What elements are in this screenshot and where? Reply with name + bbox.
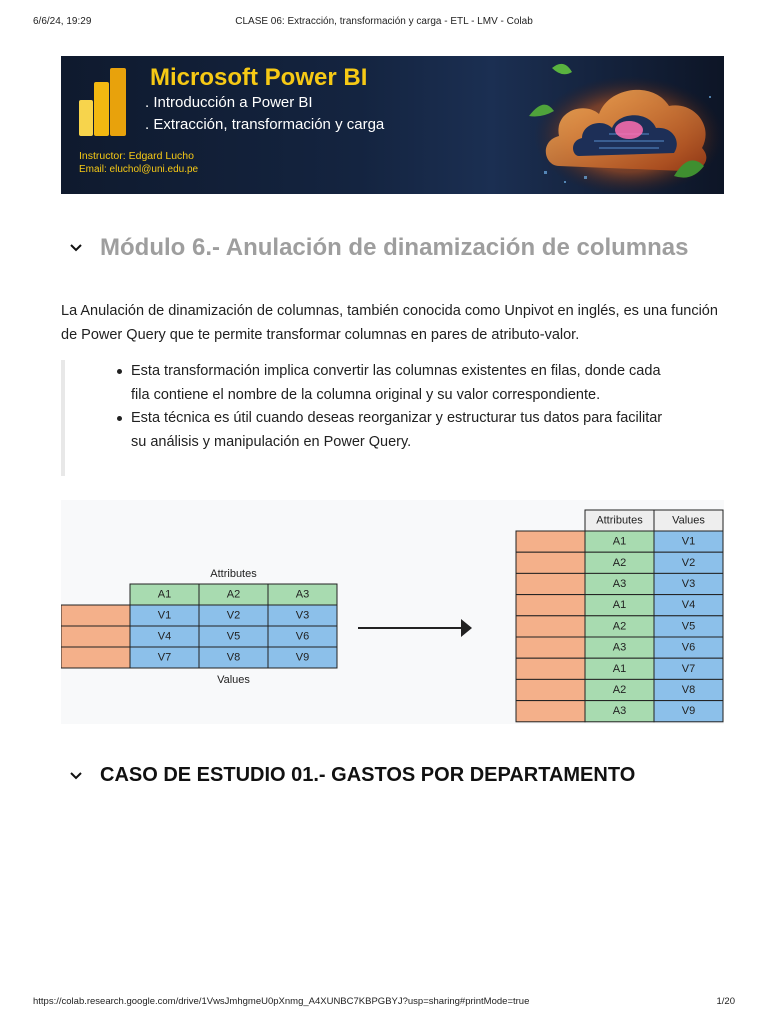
cloud-illustration-icon [524, 56, 724, 194]
value-cell-text: V1 [157, 609, 172, 622]
list-item: Esta técnica es útil cuando deseas reorganizar y estructurar tus datos para facilitar su análisis y manipulación en Power Query. [131, 407, 671, 454]
section-title: Módulo 6.- Anulación de dinamización de columnas [100, 234, 689, 261]
key-cell [61, 626, 130, 647]
result-key-cell [516, 531, 585, 552]
banner-line-2: . Extracción, transformación y carga [145, 116, 385, 133]
result-attribute-text: A3 [612, 705, 627, 718]
attribute-header-text: A2 [226, 588, 241, 601]
value-cell-text: V5 [226, 630, 241, 643]
result-value-text: V4 [681, 599, 696, 612]
result-key-cell [516, 552, 585, 573]
result-key-cell [516, 616, 585, 637]
print-title: CLASE 06: Extracción, transformación y carga - ETL - LMV - Colab [235, 16, 533, 27]
result-value-text: V8 [681, 684, 696, 696]
result-header-text: Attributes [596, 514, 643, 527]
value-cell-text: V4 [157, 630, 172, 643]
print-url: https://colab.research.google.com/drive/1VwsJmhgmeU0pXnmg_A4XUNBC7KBPGBYJ?usp=sharing#printMode=true [33, 996, 530, 1007]
bullet-list [131, 360, 671, 454]
result-attribute-text: A1 [612, 535, 627, 548]
result-value-text: V5 [681, 620, 696, 633]
result-key-cell [516, 637, 585, 658]
result-attribute-text: A2 [612, 620, 627, 633]
arrow-right-icon [461, 619, 472, 637]
attribute-header-text: A3 [295, 588, 310, 601]
result-key-cell [516, 679, 585, 700]
values-label: Values [217, 674, 250, 686]
result-key-cell [516, 658, 585, 679]
result-value-text: V9 [681, 705, 696, 718]
print-header [33, 16, 735, 30]
value-cell-text: V8 [226, 651, 241, 664]
value-cell-text: V3 [295, 609, 310, 622]
section-module-6[interactable] [66, 234, 689, 262]
print-page-number: 1/20 [716, 996, 735, 1007]
chevron-down-icon[interactable] [66, 238, 86, 258]
result-header-text: Values [672, 514, 705, 527]
result-key-cell [516, 573, 585, 594]
section-case-study-01[interactable] [66, 764, 635, 787]
result-attribute-text: A2 [612, 684, 627, 696]
result-value-text: V3 [681, 578, 696, 590]
attribute-header-text: A1 [157, 588, 172, 601]
key-cell [61, 647, 130, 668]
value-cell-text: V2 [226, 609, 241, 622]
unpivot-diagram-svg [61, 500, 724, 724]
result-attribute-text: A3 [612, 578, 627, 590]
result-key-cell [516, 701, 585, 722]
attributes-label: Attributes [210, 568, 257, 580]
result-value-text: V1 [681, 535, 696, 548]
banner-line-1: . Introducción a Power BI [145, 94, 313, 111]
list-item: Esta transformación implica convertir las columnas existentes en filas, donde cada fila contiene el nombre de la columna original y su valor correspondiente. [131, 360, 671, 407]
section-title: CASO DE ESTUDIO 01.- GASTOS POR DEPARTAMENTO [100, 764, 636, 786]
banner-email: Email: eluchol@uni.edu.pe [79, 164, 199, 175]
result-key-cell [516, 595, 585, 616]
result-attribute-text: A3 [612, 641, 627, 654]
result-value-text: V6 [681, 641, 696, 654]
value-cell-text: V7 [157, 651, 172, 664]
intro-paragraph: La Anulación de dinamización de columnas, también conocida como Unpivot en inglés, es una función de Power Query que te permite transformar columnas en pares de atributo-valor. [61, 303, 718, 343]
result-attribute-text: A2 [612, 556, 627, 569]
result-value-text: V7 [681, 662, 696, 675]
print-footer [33, 996, 735, 1010]
key-cell [61, 605, 130, 626]
banner-instructor: Instructor: Edgard Lucho [79, 150, 194, 162]
power-bi-logo-icon [79, 66, 133, 136]
result-value-text: V2 [681, 556, 696, 569]
unpivot-diagram [61, 500, 724, 724]
value-cell-text: V9 [295, 651, 310, 664]
value-cell-text: V6 [295, 630, 310, 643]
result-attribute-text: A1 [612, 599, 627, 612]
banner-title: Microsoft Power BI [150, 64, 368, 91]
chevron-down-icon[interactable] [66, 766, 86, 786]
result-attribute-text: A1 [612, 662, 627, 675]
course-banner [61, 56, 724, 194]
print-date: 6/6/24, 19:29 [33, 16, 92, 27]
blockquote [61, 360, 681, 476]
